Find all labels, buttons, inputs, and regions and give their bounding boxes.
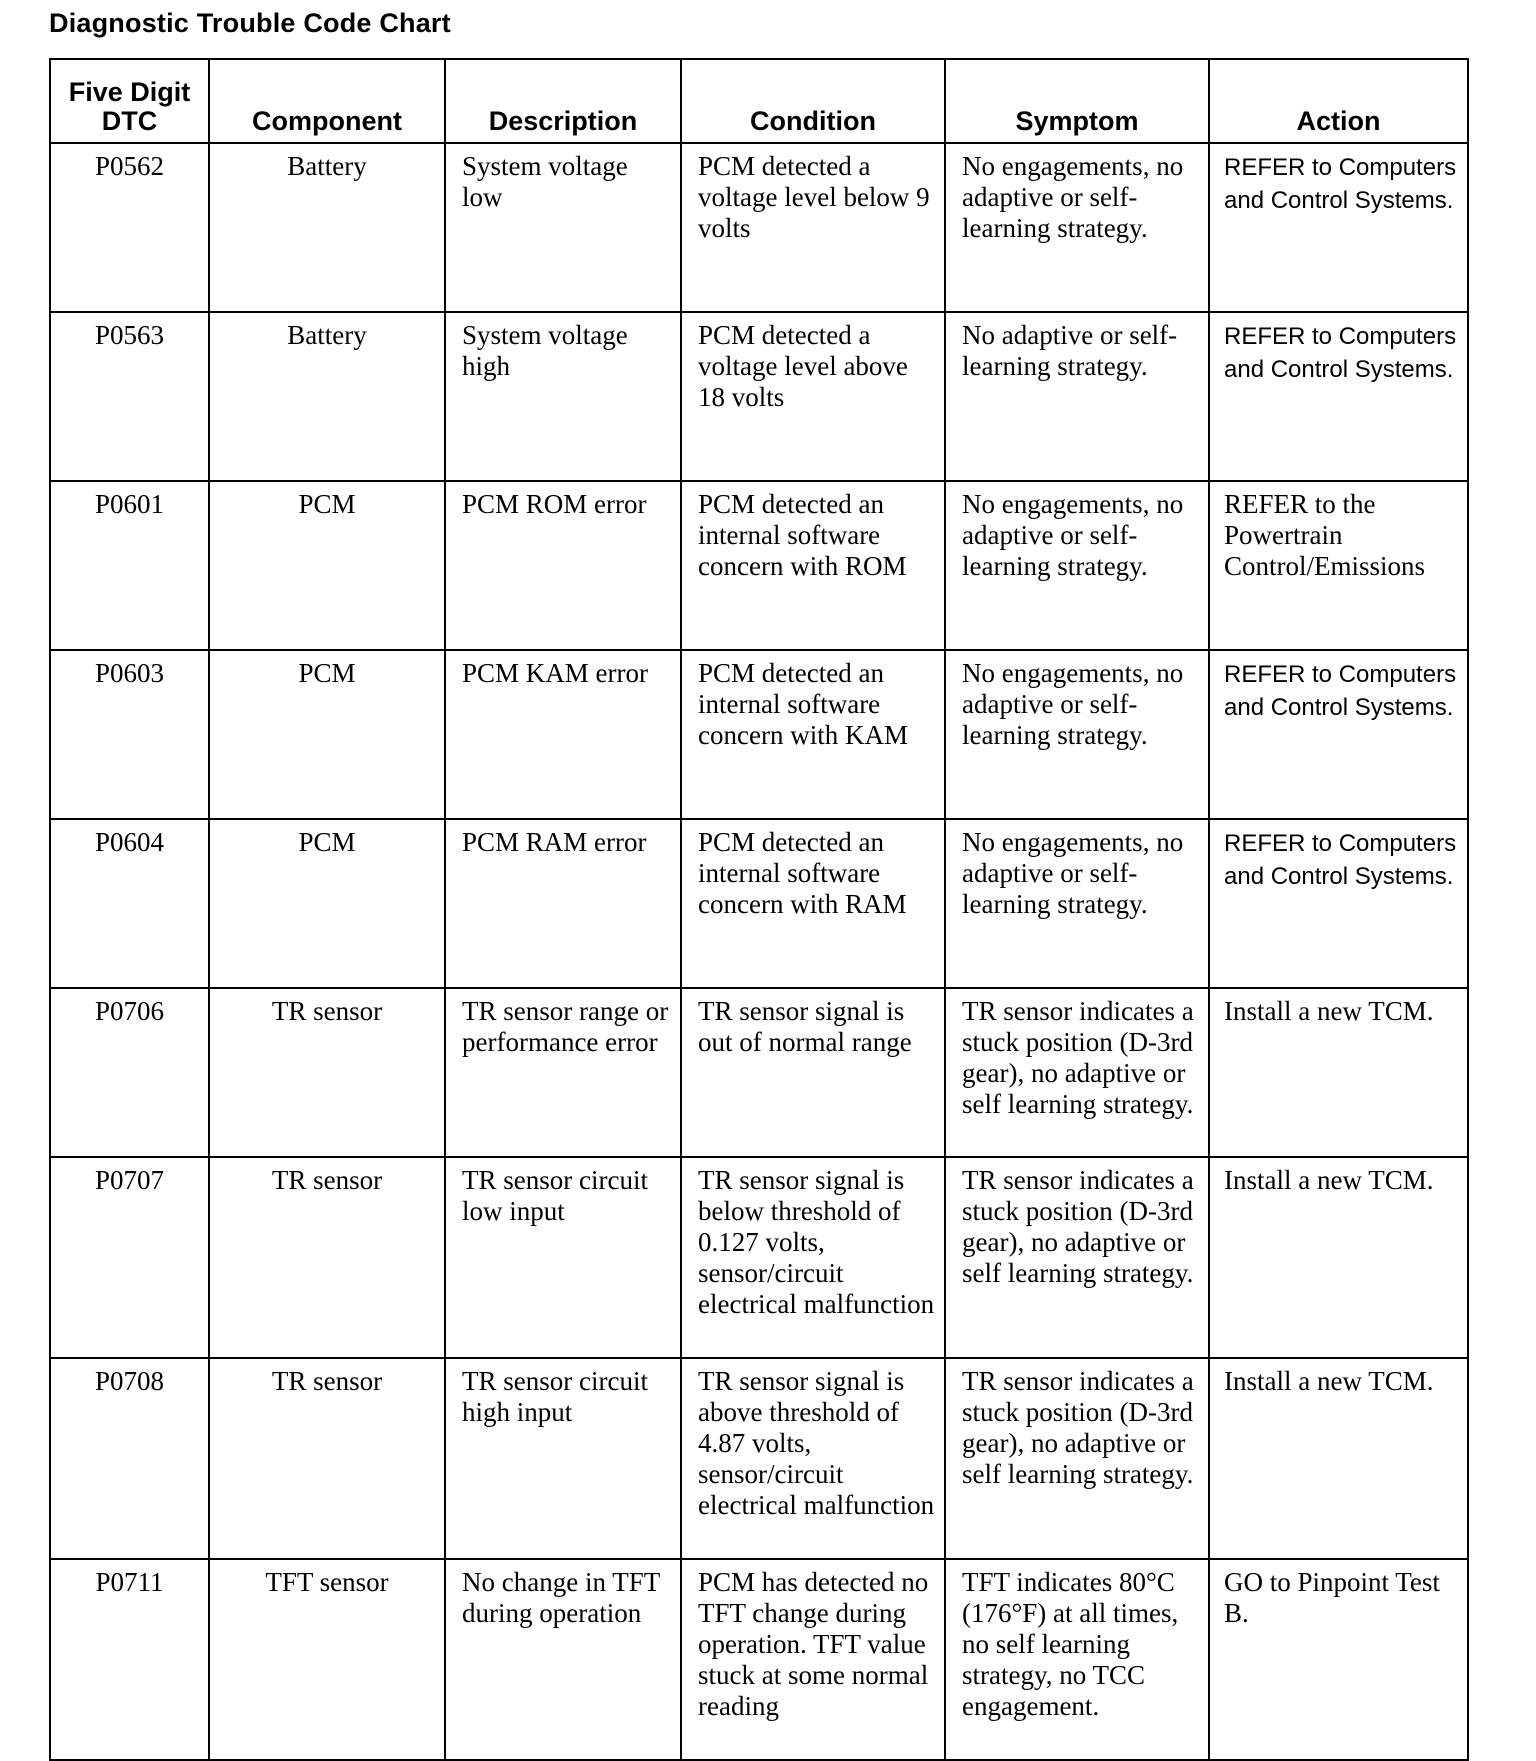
action-text: REFER to Computers and Control Systems. [1224, 154, 1457, 214]
component-cell: PCM [209, 650, 445, 819]
dtc-code-cell: P0707 [50, 1157, 209, 1358]
symptom-cell: TFT indicates 80°C (176°F) at all times, no self learning strategy, no TCC engagement. [945, 1559, 1209, 1760]
header-row [50, 59, 1468, 143]
dtc-table [49, 58, 1469, 1761]
page-title: Diagnostic Trouble Code Chart [49, 8, 451, 38]
condition-cell: PCM detected a voltage level above 18 volts [681, 312, 945, 481]
table-header [50, 59, 1468, 143]
component-cell: TR sensor [209, 988, 445, 1157]
component-cell: PCM [209, 819, 445, 988]
description-cell: TR sensor circuit high input [445, 1358, 681, 1559]
description-cell: PCM RAM error [445, 819, 681, 988]
condition-cell: PCM has detected no TFT change during operation. TFT value stuck at some normal reading [681, 1559, 945, 1760]
column-header-action: Action [1209, 59, 1468, 143]
action-cell: Install a new TCM. [1209, 988, 1468, 1157]
description-cell: PCM KAM error [445, 650, 681, 819]
dtc-code-cell: P0603 [50, 650, 209, 819]
action-text: REFER to Computers and Control Systems. [1224, 323, 1457, 383]
symptom-cell: No engagements, no adaptive or self-learning strategy. [945, 819, 1209, 988]
description-cell: System voltage high [445, 312, 681, 481]
symptom-cell: No engagements, no adaptive or self-learning strategy. [945, 650, 1209, 819]
component-cell: PCM [209, 481, 445, 650]
action-cell [1209, 819, 1468, 988]
description-cell: No change in TFT during operation [445, 1559, 681, 1760]
table-row [50, 143, 1468, 312]
component-cell: Battery [209, 143, 445, 312]
dtc-code-cell: P0604 [50, 819, 209, 988]
table-row [50, 819, 1468, 988]
dtc-code-cell: P0562 [50, 143, 209, 312]
symptom-cell: No engagements, no adaptive or self-learning strategy. [945, 481, 1209, 650]
condition-cell: PCM detected a voltage level below 9 volts [681, 143, 945, 312]
description-cell: PCM ROM error [445, 481, 681, 650]
action-cell: Install a new TCM. [1209, 1358, 1468, 1559]
table-row [50, 650, 1468, 819]
table-row [50, 1559, 1468, 1760]
dtc-code-cell: P0601 [50, 481, 209, 650]
action-cell: GO to Pinpoint Test B. [1209, 1559, 1468, 1760]
description-cell: TR sensor circuit low input [445, 1157, 681, 1358]
dtc-code-cell: P0711 [50, 1559, 209, 1760]
action-text: REFER to Computers and Control Systems. [1224, 830, 1457, 890]
column-header-symptom: Symptom [945, 59, 1209, 143]
symptom-cell: No adaptive or self-learning strategy. [945, 312, 1209, 481]
action-cell [1209, 143, 1468, 312]
table-row [50, 1358, 1468, 1559]
condition-cell: PCM detected an internal software concern with KAM [681, 650, 945, 819]
column-header-condition: Condition [681, 59, 945, 143]
dtc-code-cell: P0706 [50, 988, 209, 1157]
symptom-cell: TR sensor indicates a stuck position (D-3rd gear), no adaptive or self learning strategy. [945, 988, 1209, 1157]
condition-cell: TR sensor signal is out of normal range [681, 988, 945, 1157]
table-row [50, 988, 1468, 1157]
condition-cell: TR sensor signal is above threshold of 4.87 volts, sensor/circuit electrical malfunction [681, 1358, 945, 1559]
symptom-cell: TR sensor indicates a stuck position (D-3rd gear), no adaptive or self learning strategy. [945, 1157, 1209, 1358]
column-header-dtc: Five Digit DTC [50, 59, 209, 143]
symptom-cell: No engagements, no adaptive or self-learning strategy. [945, 143, 1209, 312]
action-cell [1209, 650, 1468, 819]
action-cell: Install a new TCM. [1209, 1157, 1468, 1358]
table-body [50, 143, 1468, 1760]
column-header-component: Component [209, 59, 445, 143]
dtc-code-cell: P0708 [50, 1358, 209, 1559]
component-cell: TR sensor [209, 1157, 445, 1358]
dtc-code-cell: P0563 [50, 312, 209, 481]
condition-cell: TR sensor signal is below threshold of 0.127 volts, sensor/circuit electrical malfunction [681, 1157, 945, 1358]
table-row [50, 481, 1468, 650]
description-cell: System voltage low [445, 143, 681, 312]
component-cell: TR sensor [209, 1358, 445, 1559]
action-cell: REFER to the Powertrain Control/Emissions [1209, 481, 1468, 650]
table-row [50, 312, 1468, 481]
action-cell [1209, 312, 1468, 481]
condition-cell: PCM detected an internal software concern with ROM [681, 481, 945, 650]
column-header-description: Description [445, 59, 681, 143]
symptom-cell: TR sensor indicates a stuck position (D-3rd gear), no adaptive or self learning strategy. [945, 1358, 1209, 1559]
component-cell: TFT sensor [209, 1559, 445, 1760]
component-cell: Battery [209, 312, 445, 481]
table-row [50, 1157, 1468, 1358]
description-cell: TR sensor range or performance error [445, 988, 681, 1157]
condition-cell: PCM detected an internal software concern with RAM [681, 819, 945, 988]
action-text: REFER to Computers and Control Systems. [1224, 661, 1457, 721]
